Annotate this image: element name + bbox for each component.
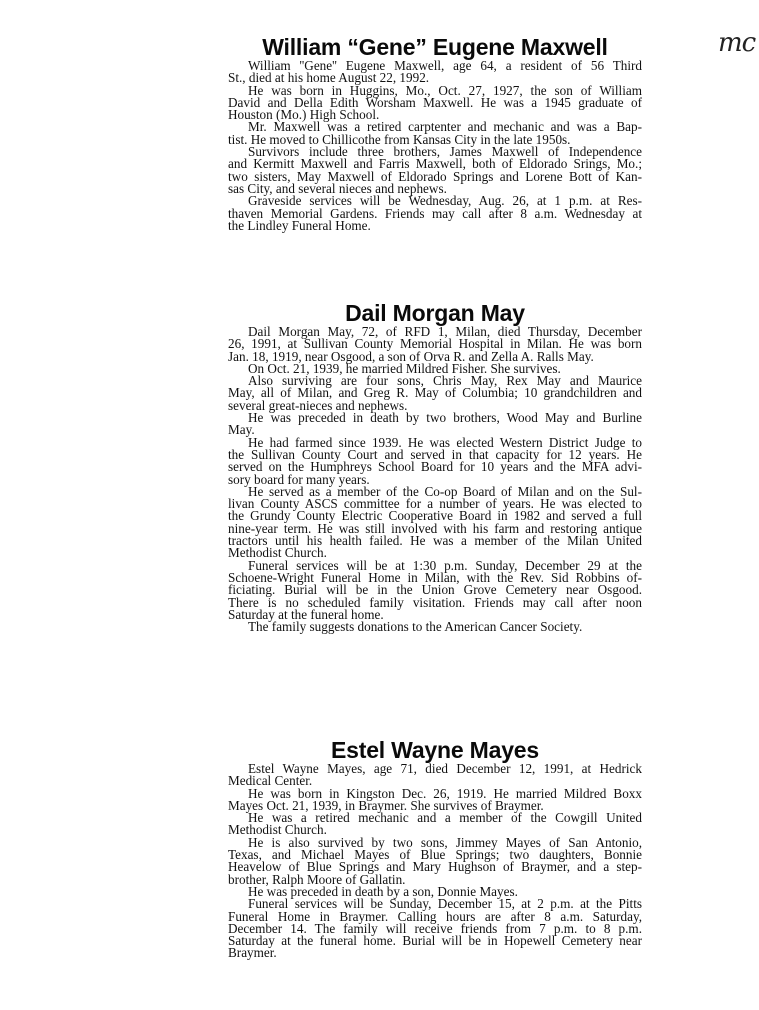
paragraph <box>228 82 642 123</box>
text-line: He served as a member of the Co-op Board of Milan and on the Sul- <box>248 483 642 499</box>
text-line: two sisters, May Maxwell of Eldorado Springs and Lorene Bott of Kan- <box>228 168 642 184</box>
paragraph <box>228 434 642 487</box>
obituary-body <box>228 60 642 232</box>
text-line: Funeral services will be Sunday, December 15, at 2 p.m. at the Pitts <box>248 896 642 912</box>
text-line: sas City, and several nieces and nephews. <box>228 180 447 196</box>
text-line: He was preceded in death by two brothers, Wood May and Burline <box>248 410 642 426</box>
text-line: St., died at his home August 22, 1992. <box>228 70 430 86</box>
paragraph <box>228 375 642 412</box>
text-line: May. <box>228 422 255 438</box>
text-line: the Lindley Funeral Home. <box>228 217 371 233</box>
text-line: served on the Humphreys School Board for 10 years and the MFA advi- <box>228 459 642 475</box>
text-line: Saturday at the funeral home. Burial will be in Hopewell Cemetery near <box>228 933 642 949</box>
paragraph <box>228 195 642 232</box>
obituary-mayes <box>228 737 642 960</box>
text-line: 26, 1991, at Sullivan County Memorial Hospital in Milan. He was born <box>228 336 642 352</box>
text-line: and Kermitt Maxwell and Farris Maxwell, both of Eldorado Srings, Mo.; <box>228 156 642 172</box>
paragraph <box>228 60 642 85</box>
text-line: He is also survived by two sons, Jimmey Mayes of San Antonio, <box>248 834 642 850</box>
text-line: Also surviving are four sons, Chris May, Rex May and Maurice <box>248 373 642 389</box>
text-line: He was a retired mechanic and a member of the Cowgill United <box>248 810 642 826</box>
text-line: Jan. 18, 1919, near Osgood, a son of Orva R. and Zella A. Ralls May. <box>228 348 594 364</box>
paragraph <box>228 557 642 622</box>
text-line: Estel Wayne Mayes, age 71, died December 12, 1991, at Hedrick <box>248 761 642 776</box>
text-line: tractors until his health failed. He was a member of the Milan United <box>228 533 642 549</box>
text-line: thaven Memorial Gardens. Friends may call after 8 a.m. Wednesday at <box>228 205 642 221</box>
text-line: He had farmed since 1939. He was elected Western District Judge to <box>248 434 642 450</box>
text-line: He was preceded in death by a son, Donnie Mayes. <box>248 883 518 899</box>
text-line: Houston (Mo.) High School. <box>228 107 380 123</box>
text-line: He was born in Huggins, Mo., Oct. 27, 1927, the son of William <box>248 82 642 98</box>
obituary-body <box>228 326 642 633</box>
text-line: the Sullivan County Court and served in that capacity for 12 years. He <box>228 446 642 462</box>
handwritten-note: mc <box>718 28 756 58</box>
text-line: Survivors include three brothers, James Maxwell of Independence <box>248 144 642 160</box>
text-line: Texas, and Michael Mayes of Blue Springs; two daughters, Bonnie <box>228 847 642 863</box>
text-line: Graveside services will be Wednesday, Aug. 26, at 1 p.m. at Res- <box>248 193 642 209</box>
obituary-body <box>228 763 642 960</box>
paragraph <box>228 763 642 788</box>
text-line: On Oct. 21, 1939, he married Mildred Fisher. She survives. <box>248 360 561 376</box>
text-line: the Grundy County Electric Cooperative Board in 1982 and served a full <box>228 508 642 524</box>
text-line: Funeral services will be at 1:30 p.m. Sunday, December 29 at the <box>248 557 642 573</box>
text-line: Mayes Oct. 21, 1939, in Braymer. She survives of Braymer. <box>228 797 544 813</box>
paragraph <box>228 146 642 195</box>
text-line: Braymer. <box>228 945 277 961</box>
paragraph <box>228 785 642 813</box>
text-line: May, all of Milan, and Greg R. May of Columbia; 10 grandchildren and <box>228 385 642 401</box>
paragraph <box>228 483 642 561</box>
text-line: There is no scheduled family visitation. Friends may call after noon <box>228 594 642 610</box>
obituary-title: William “Gene” Eugene Maxwell <box>262 34 608 60</box>
text-line: David and Della Edith Worsham Maxwell. He was a 1945 graduate of <box>228 94 642 110</box>
text-line: The family suggests donations to the American Cancer Society. <box>248 619 583 635</box>
paragraph <box>228 812 642 837</box>
text-line: ficiating. Burial will be in the Union Grove Cemetery near Osgood. <box>228 582 642 598</box>
text-line: December 14. The family will receive friends from 7 p.m. to 8 p.m. <box>228 920 642 936</box>
paragraph <box>228 834 642 887</box>
text-line: Schoene-Wright Funeral Home in Milan, with the Rev. Sid Robbins of- <box>228 569 642 585</box>
paragraph <box>228 898 642 959</box>
text-line: Methodist Church. <box>228 545 327 561</box>
text-line: Saturday at the funeral home. <box>228 606 384 622</box>
paragraph <box>228 412 642 437</box>
text-line: William ''Gene'' Eugene Maxwell, age 64, a resident of 56 Third <box>248 58 642 73</box>
paragraph <box>228 621 642 633</box>
paragraph <box>228 121 642 146</box>
obituary-may <box>228 300 642 633</box>
text-line: livan County ASCS committee for a number of years. He was elected to <box>228 496 642 512</box>
text-line: Methodist Church. <box>228 822 327 838</box>
text-line: Mr. Maxwell was a retired carptenter and mechanic and was a Bap- <box>248 119 642 135</box>
obituary-maxwell <box>228 34 642 232</box>
text-line: Heavelow of Blue Springs and Mary Hughson of Braymer, and a step- <box>228 859 642 875</box>
text-line: brother, Ralph Moore of Gallatin. <box>228 871 406 887</box>
text-line: nine-year term. He was still involved with his farm and restoring antique <box>228 520 642 536</box>
text-line: sory board for many years. <box>228 471 370 487</box>
text-line: Funeral Home in Braymer. Calling hours are after 8 a.m. Saturday, <box>228 908 642 924</box>
text-line: tist. He moved to Chillicothe from Kansas City in the late 1950s. <box>228 131 571 147</box>
obituary-title: Estel Wayne Mayes <box>331 737 539 763</box>
text-line: several great-nieces and nephews. <box>228 397 408 413</box>
text-line: Dail Morgan May, 72, of RFD 1, Milan, died Thursday, December <box>248 324 642 339</box>
text-line: Medical Center. <box>228 773 313 789</box>
text-line: He was born in Kingston Dec. 26, 1919. He married Mildred Boxx <box>248 785 642 801</box>
paragraph <box>228 326 642 363</box>
obituary-title: Dail Morgan May <box>345 300 525 326</box>
